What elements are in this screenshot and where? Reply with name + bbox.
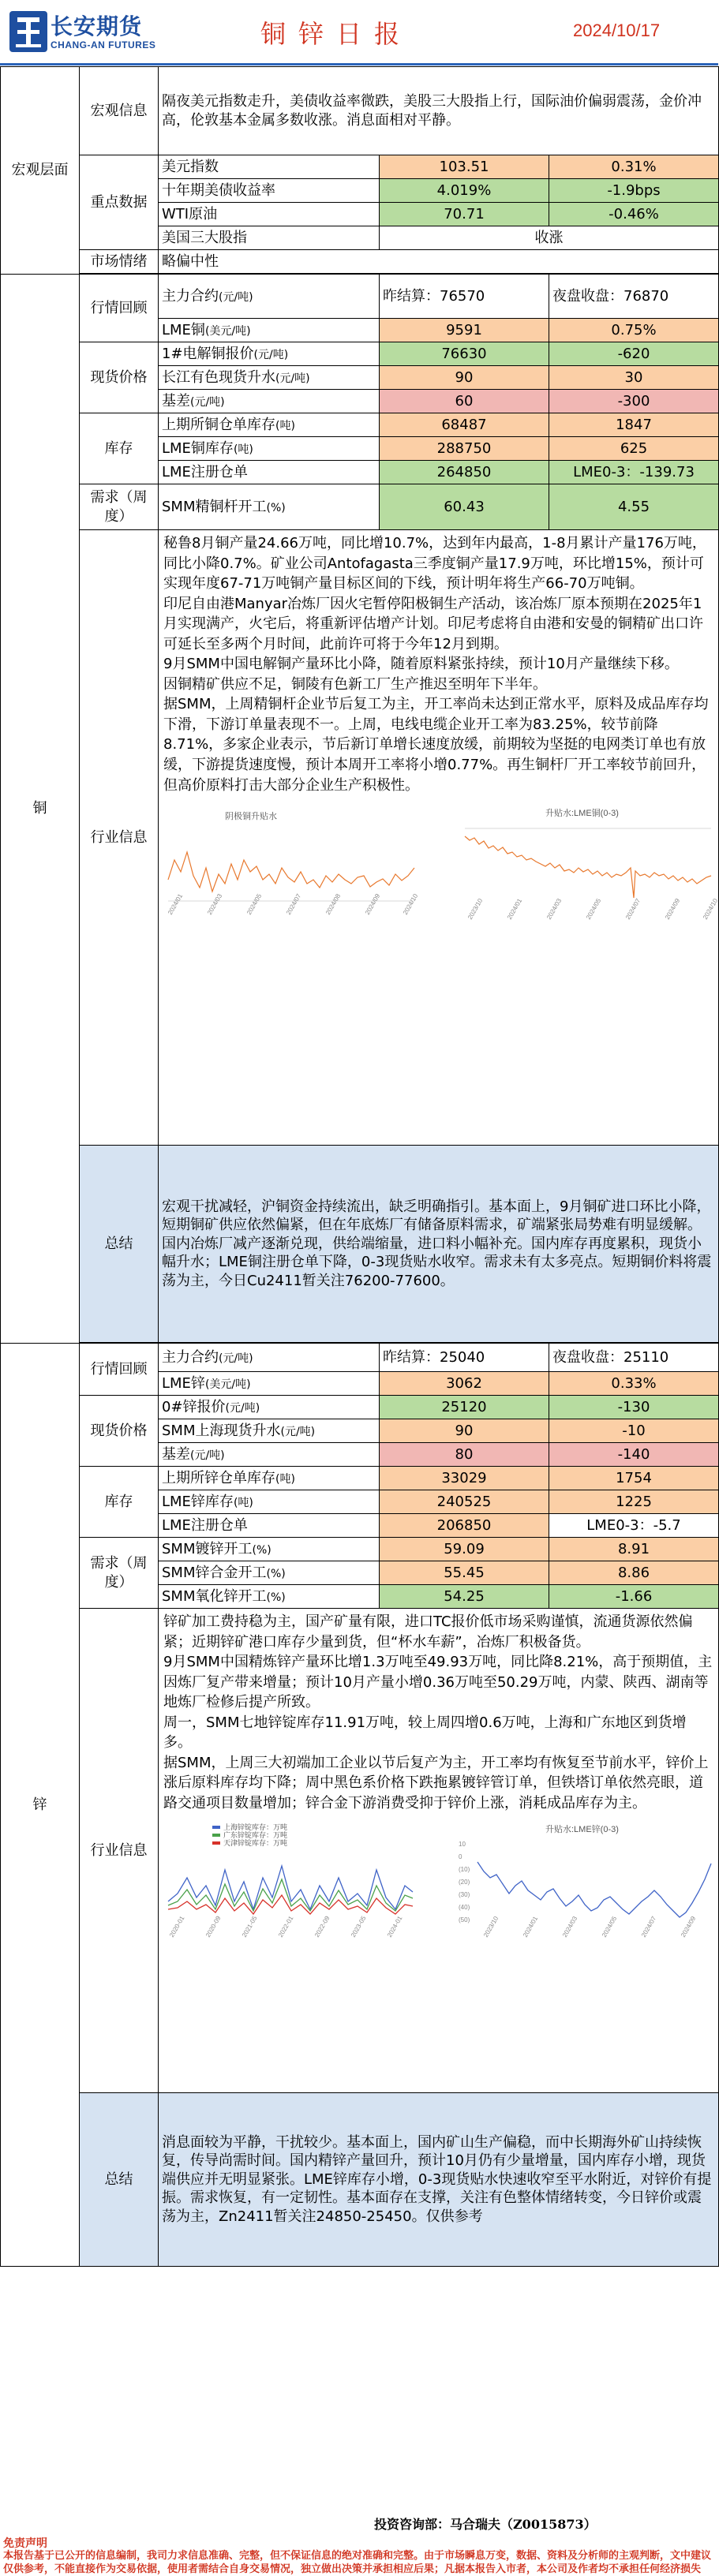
zinc-industry-text: [159, 1609, 718, 1816]
copper-chart2-title: 升贴水:LME铜(0-3): [545, 809, 619, 819]
zinc-night-close: 夜盘收盘：25110: [549, 1344, 719, 1372]
copper-demand-row: [1, 484, 719, 530]
disclaimer-title: 免责声明: [3, 2537, 47, 2550]
svg-text:2024/01: 2024/01: [166, 892, 185, 917]
zinc-spot-value: 25120: [380, 1396, 549, 1419]
copper-demand-label: 需求（周度）: [80, 484, 159, 530]
industry-paragraph: 周一，SMM七地锌锭库存11.91万吨，较上周四增0.6万吨，上海和广东地区到货增多。: [163, 1714, 687, 1752]
copper-demand-value: 60.43: [380, 484, 549, 530]
zinc-inventory-name: [159, 1467, 380, 1490]
zinc-lme-label: LME锌: [162, 1374, 205, 1392]
industry-paragraph: 因铜精矿供应不足，铜陵有色新工厂生产推迟至明年下半年。: [163, 675, 547, 693]
zinc-inventory-value: 206850: [380, 1514, 549, 1538]
svg-text:2024/05: 2024/05: [584, 897, 603, 922]
svg-text:2024/03: 2024/03: [545, 897, 564, 922]
copper-inventory-name: [159, 437, 380, 461]
spot-name-text: 基差: [162, 392, 190, 409]
key-data-row: [1, 155, 719, 179]
zinc-inventory-change: 1225: [549, 1490, 719, 1514]
zinc-chart2-title: 升贴水:LME锌(0-3): [545, 1825, 619, 1835]
key-data-name: 美国三大股指: [159, 226, 380, 250]
zinc-lme-value: 3062: [380, 1372, 549, 1396]
legend-swatch: [212, 1841, 220, 1845]
spot-unit-text: (元/吨): [190, 395, 225, 409]
zinc-market-label: 行情回顾: [80, 1344, 159, 1396]
zinc-market-row: [1, 1344, 719, 1372]
copper-night-close: 夜盘收盘：76870: [549, 275, 719, 319]
svg-text:2024/05: 2024/05: [245, 892, 264, 917]
zinc-demand-row: [1, 1538, 719, 1561]
macro-info-row: [1, 67, 719, 155]
copper-spot-name: [159, 366, 380, 390]
spot-name-text: 长江有色现货升水: [162, 368, 275, 386]
demand-name-text: SMM氧化锌开工: [162, 1587, 267, 1605]
svg-text:2020-09: 2020-09: [204, 1915, 223, 1939]
svg-text:2023-05: 2023-05: [349, 1915, 368, 1939]
industry-paragraph: 据SMM，上周三大初端加工企业以节后复产为主，开工率均有恢复至节前水平，锌价上涨后原料库存均下降；周中黑色系价格下跌拖累镀锌管订单，但铁塔订单依然亮眼，道路交通项目数量增加；锌合金下游消费受抑于锌价上涨，消耗成品库存为主。: [163, 1754, 709, 1811]
copper-demand-change: 4.55: [549, 484, 719, 530]
key-data-value: 4.019%: [380, 179, 549, 203]
zinc-lme-spread-chart: [459, 1823, 715, 1941]
svg-text:2024-01: 2024-01: [385, 1915, 404, 1939]
copper-premium-chart: [162, 805, 418, 923]
zinc-spot-name: [159, 1443, 380, 1467]
svg-text:0: 0: [459, 1853, 462, 1861]
copper-inventory-value: 68487: [380, 413, 549, 437]
copper-main-contract-unit: (元/吨): [219, 290, 253, 304]
report-date: 2024/10/17: [573, 21, 661, 40]
demand-unit-text: (%): [266, 501, 286, 514]
industry-paragraph: 9月SMM中国电解铜产量环比小降，随着原料紧张持续，预计10月产量继续下移。: [163, 656, 679, 673]
svg-text:2022-01: 2022-01: [276, 1915, 295, 1939]
copper-spot-label: 现货价格: [80, 342, 159, 413]
zinc-inventory-value: 33029: [380, 1467, 549, 1490]
zinc-prev-close: 昨结算：25040: [380, 1344, 549, 1372]
report-table: [0, 66, 719, 2267]
svg-text:2023/10: 2023/10: [466, 897, 485, 922]
zinc-spot-name: [159, 1419, 380, 1443]
zinc-main-contract-unit: (元/吨): [219, 1352, 253, 1365]
copper-charts: [159, 798, 718, 928]
svg-text:2024/10: 2024/10: [701, 897, 719, 922]
spot-name-text: 0#锌报价: [162, 1398, 226, 1415]
logo-en-text: CHANG-AN FUTURES: [51, 39, 156, 50]
key-data-value: 70.71: [380, 203, 549, 226]
zinc-demand-value: 59.09: [380, 1538, 549, 1561]
copper-summary-text: 宏观干扰减轻，沪铜资金持续流出，缺乏明确指引。基本面上，9月铜矿进口环比小降，短期铜矿供应依然偏紧，但在年底炼厂有储备原料需求，矿端紧张局势难有明显缓解。国内冶炼厂减产逐渐兑现，供给端缩量，进口料小幅补充。国内库存再度累积，现货小幅升水；LME铜注册仓单下降，0-3现货贴水收窄。需求未有太多亮点。短期铜价料将震荡为主，今日Cu2411暂关注76200-77600。: [159, 1146, 719, 1343]
zinc-demand-name: [159, 1561, 380, 1585]
copper-lme-unit: (美元/吨): [204, 324, 251, 338]
demand-name-text: SMM精铜杆开工: [162, 498, 267, 515]
zinc-inventory-chart-svg: [162, 1823, 418, 1941]
key-data-name: WTI原油: [159, 203, 380, 226]
copper-industry-text: [159, 530, 718, 798]
copper-inventory-change: 1847: [549, 413, 719, 437]
copper-demand-name: [159, 484, 380, 530]
copper-inventory-value: 288750: [380, 437, 549, 461]
zinc-inventory-name: LME注册仓单: [159, 1514, 380, 1538]
legend-label: 广东锌锭库存：万吨: [223, 1831, 288, 1840]
zinc-spot-change: -10: [549, 1419, 719, 1443]
industry-paragraph: 秘鲁8月铜产量24.66万吨，同比增10.7%，达到年内最高，1-8月累计产量176万吨，同比小降0.7%。矿业公司Antofagasta三季度铜产量17.9万吨，环比增15%，预计可实现年度67-71万吨铜产量目标区间的下线，预计明年将生产66-70万吨铜。: [163, 535, 706, 593]
copper-lme-spread-chart: [459, 805, 719, 923]
key-data-value: 收涨: [380, 226, 719, 250]
spot-name-text: 基差: [162, 1445, 190, 1463]
report-header: [0, 0, 718, 65]
svg-text:2024/01: 2024/01: [505, 897, 524, 922]
copper-main-contract: [159, 275, 380, 319]
demand-name-text: SMM锌合金开工: [162, 1564, 267, 1581]
segment-copper: 铜: [1, 275, 80, 1344]
svg-text:2024/09: 2024/09: [663, 897, 682, 922]
svg-text:2024/05: 2024/05: [600, 1915, 619, 1939]
copper-lme-change: 0.75%: [549, 319, 719, 342]
copper-prev-close: 昨结算：76570: [380, 275, 549, 319]
svg-text:2024/03: 2024/03: [560, 1915, 579, 1939]
copper-market-row: [1, 275, 719, 319]
copper-spot-name: [159, 390, 380, 413]
svg-text:(30): (30): [459, 1891, 470, 1899]
copper-industry-cell: [159, 530, 719, 1146]
key-data-value: 103.51: [380, 155, 549, 179]
copper-inventory-change: 625: [549, 437, 719, 461]
zinc-demand-value: 54.25: [380, 1585, 549, 1609]
sentiment-value: 略偏中性: [159, 250, 719, 274]
zinc-industry-label: 行业信息: [80, 1609, 159, 2093]
copper-inventory-value: 264850: [380, 461, 549, 484]
industry-paragraph: 印尼自由港Manyar冶炼厂因火宅暂停阳极铜生产活动，该冶炼厂原本预期在2025年1月实现满产，火宅后，将重新评估增产计划。印尼考虑将自由港和安曼的铜精矿出口许可延长至多两个月时间，此前许可将于今年12月到期。: [163, 595, 703, 652]
zinc-spot-change: -140: [549, 1443, 719, 1467]
spot-unit-text: (元/吨): [253, 348, 289, 361]
zinc-lme-name: [159, 1372, 380, 1396]
copper-spot-change: -300: [549, 390, 719, 413]
zinc-lme-spread-chart-svg: [459, 1823, 715, 1941]
zinc-spot-label: 现货价格: [80, 1396, 159, 1467]
zinc-inventory-change: LME0-3：-5.7: [549, 1514, 719, 1538]
zinc-main-contract-name: 主力合约: [162, 1348, 219, 1366]
spot-unit-text: (元/吨): [190, 1449, 225, 1462]
spot-name-text: SMM上海现货升水: [162, 1422, 281, 1439]
copper-spot-row: [1, 342, 719, 366]
svg-text:2024/09: 2024/09: [363, 892, 382, 917]
key-data-name: 十年期美债收益率: [159, 179, 380, 203]
zinc-lme-unit: (美元/吨): [204, 1378, 251, 1391]
svg-text:2024/07: 2024/07: [284, 892, 303, 917]
spot-unit-text: (元/吨): [275, 372, 310, 385]
copper-spot-name: [159, 342, 380, 366]
inventory-unit-text: (吨): [233, 1496, 253, 1509]
macro-info-label: 宏观信息: [80, 67, 159, 155]
svg-text:10: 10: [459, 1841, 466, 1849]
report-title: 铜锌日报: [260, 19, 413, 49]
svg-text:2020-01: 2020-01: [167, 1915, 186, 1939]
copper-main-contract-name: 主力合约: [162, 287, 219, 305]
legend-swatch: [212, 1834, 220, 1837]
copper-spot-value: 90: [380, 366, 549, 390]
zinc-summary-text: 消息面较为平静，干扰较少。基本面上，国内矿山生产偏稳，而中长期海外矿山持续恢复，传导尚需时间。国内精锌产量回升，预计10月仍有少量增量，国内库存小增，现货端供应并无明显紧张。LME锌库存小增，0-3现货贴水快速收窄至平水附近，对锌价有提振。需求恢复，有一定韧性。基本面存在支撑，关注有色整体情绪转变，今日锌价或震荡为主，Zn2411暂关注24850-25450。仅供参考: [159, 2093, 719, 2267]
copper-industry-label: 行业信息: [80, 530, 159, 1146]
key-data-change: 0.31%: [549, 155, 719, 179]
copper-spot-value: 76630: [380, 342, 549, 366]
svg-text:2023/10: 2023/10: [481, 1915, 500, 1939]
zinc-lme-change: 0.33%: [549, 1372, 719, 1396]
industry-paragraph: 9月SMM中国精炼锌产量环比增1.3万吨至49.93万吨，同比降8.21%，高于预期值，主因炼厂复产带来增量；预计10月产量小增0.36万吨至50.29万吨，内蒙、陕西、湖南等地炼厂检修后提产所致。: [163, 1654, 713, 1711]
industry-paragraph: 据SMM，上周精铜杆企业节后复工为主，开工率尚未达到正常水平，原料及成品库存均下滑，下游订单量表现不一。上周，电线电缆企业开工率为83.25%，较节前降8.71%，多家企业表示，节后新订单增长速度放缓，前期较为坚挺的电网类订单也有放缓，下游提货速度慢，预计本周开工率将小增0.77%。再生铜杆厂开工率较节前回升，但高价原料打击大部分企业生产积极性。: [163, 696, 709, 794]
copper-inventory-name: [159, 413, 380, 437]
disclaimer-text: 本报告基于已公开的信息编制，我司力求信息准确、完整，但不保证信息的绝对准确和完整。由于市场瞬息万变，数据、资料及分析师的主观判断，文中建议仅供参考，不能直接作为交易依据，使用者需结合自身交易情况，独立做出决策并承担相应后果；凡据本报告入市者，本公司及作者均不承担任何经济损失: [3, 2550, 712, 2575]
segment-macro: 宏观层面: [1, 67, 80, 275]
copper-spot-value: 60: [380, 390, 549, 413]
key-data-change: -1.9bps: [549, 179, 719, 203]
svg-text:(50): (50): [459, 1916, 470, 1924]
copper-market-label: 行情回顾: [80, 275, 159, 342]
copper-spot-change: 30: [549, 366, 719, 390]
zinc-spot-row: [1, 1396, 719, 1419]
zinc-demand-value: 55.45: [380, 1561, 549, 1585]
logo-cn-text: 长安期货: [51, 13, 143, 39]
svg-text:2024/01: 2024/01: [521, 1915, 540, 1939]
inventory-name-text: 上期所锌仓单库存: [162, 1469, 275, 1486]
inventory-unit-text: (吨): [275, 1472, 295, 1486]
key-data-change: -0.46%: [549, 203, 719, 226]
demand-unit-text: (%): [266, 1567, 286, 1580]
spot-unit-text: (元/吨): [280, 1425, 316, 1438]
copper-inventory-label: 库存: [80, 413, 159, 484]
key-data-label: 重点数据: [80, 155, 159, 250]
changan-logo-icon: [8, 9, 49, 54]
demand-name-text: SMM镀锌开工: [162, 1540, 253, 1557]
demand-unit-text: (%): [266, 1591, 286, 1604]
copper-summary-row: [1, 1146, 719, 1343]
zinc-demand-label: 需求（周度）: [80, 1538, 159, 1609]
svg-text:2024/03: 2024/03: [205, 892, 224, 917]
inventory-unit-text: (吨): [233, 443, 253, 456]
macro-info-text: 隔夜美元指数走升，美债收益率微跌，美股三大股指上行，国际油价偏弱震荡，金价冲高，伦敦基本金属多数收涨。消息面相对平静。: [159, 67, 719, 155]
zinc-inventory-change: 1754: [549, 1467, 719, 1490]
zinc-spot-value: 90: [380, 1419, 549, 1443]
zinc-industry-row: [1, 1609, 719, 2093]
svg-text:(10): (10): [459, 1866, 470, 1874]
svg-text:2024/07: 2024/07: [639, 1915, 658, 1939]
copper-premium-chart-svg: [162, 805, 418, 923]
zinc-demand-name: [159, 1585, 380, 1609]
copper-chart1-title: 阴极铜升贴水: [225, 812, 277, 822]
copper-inventory-change: LME0-3：-139.73: [549, 461, 719, 484]
copper-inventory-row: [1, 413, 719, 437]
copper-summary-label: 总结: [80, 1146, 159, 1343]
copper-lme-spread-chart-svg: [459, 805, 719, 923]
zinc-demand-change: -1.66: [549, 1585, 719, 1609]
legend-label: 天津锌锭库存：万吨: [223, 1839, 288, 1848]
zinc-inventory-chart: [162, 1823, 418, 1941]
svg-text:2024/07: 2024/07: [624, 897, 642, 922]
spot-name-text: 1#电解铜报价: [162, 345, 254, 362]
key-data-name: 美元指数: [159, 155, 380, 179]
header-divider: [0, 63, 718, 65]
copper-lme-value: 9591: [380, 319, 549, 342]
svg-text:2024/09: 2024/09: [679, 1915, 698, 1939]
sentiment-label: 市场情绪: [80, 250, 159, 274]
zinc-inventory-label: 库存: [80, 1467, 159, 1538]
svg-text:2024/10: 2024/10: [401, 892, 420, 917]
zinc-main-contract: [159, 1344, 380, 1372]
svg-text:2024/08: 2024/08: [324, 892, 343, 917]
zinc-spot-name: [159, 1396, 380, 1419]
svg-text:(40): (40): [459, 1904, 470, 1912]
inventory-unit-text: (吨): [275, 419, 295, 432]
copper-lme-name: [159, 319, 380, 342]
sentiment-row: [1, 250, 719, 274]
copper-spot-change: -620: [549, 342, 719, 366]
spot-unit-text: (元/吨): [225, 1401, 260, 1415]
svg-text:(20): (20): [459, 1879, 470, 1886]
inventory-name-text: LME锌库存: [162, 1493, 234, 1510]
zinc-demand-name: [159, 1538, 380, 1561]
legend-label: 上海锌锭库存：万吨: [223, 1823, 288, 1832]
svg-text:2022-09: 2022-09: [313, 1915, 331, 1939]
svg-text:2021-05: 2021-05: [240, 1915, 259, 1939]
segment-zinc: 锌: [1, 1344, 80, 2267]
zinc-inventory-value: 240525: [380, 1490, 549, 1514]
zinc-summary-label: 总结: [80, 2093, 159, 2267]
inventory-name-text: 上期所铜仓单库存: [162, 416, 275, 433]
copper-inventory-name: LME注册仓单: [159, 461, 380, 484]
industry-paragraph: 锌矿加工费持稳为主，国产矿量有限，进口TC报价低市场采购谨慎，流通货源依然偏紧；近期锌矿港口库存少量到货，但“杯水车薪”，冶炼厂积极备货。: [163, 1613, 693, 1651]
zinc-inventory-row: [1, 1467, 719, 1490]
copper-lme-label: LME铜: [162, 321, 205, 338]
inventory-name-text: LME铜库存: [162, 439, 234, 457]
legend-swatch: [212, 1826, 220, 1829]
copper-industry-row: [1, 530, 719, 1146]
zinc-industry-cell: [159, 1609, 719, 2093]
zinc-spot-change: -130: [549, 1396, 719, 1419]
zinc-summary-row: [1, 2093, 719, 2267]
zinc-charts: [159, 1816, 718, 1946]
brand-logo: [0, 0, 158, 65]
zinc-inventory-name: [159, 1490, 380, 1514]
zinc-demand-change: 8.86: [549, 1561, 719, 1585]
zinc-demand-change: 8.91: [549, 1538, 719, 1561]
zinc-spot-value: 80: [380, 1443, 549, 1467]
demand-unit-text: (%): [252, 1543, 271, 1557]
analyst-signature: 投资咨询部：马合瑞夫（Z0015873）: [374, 2517, 597, 2532]
